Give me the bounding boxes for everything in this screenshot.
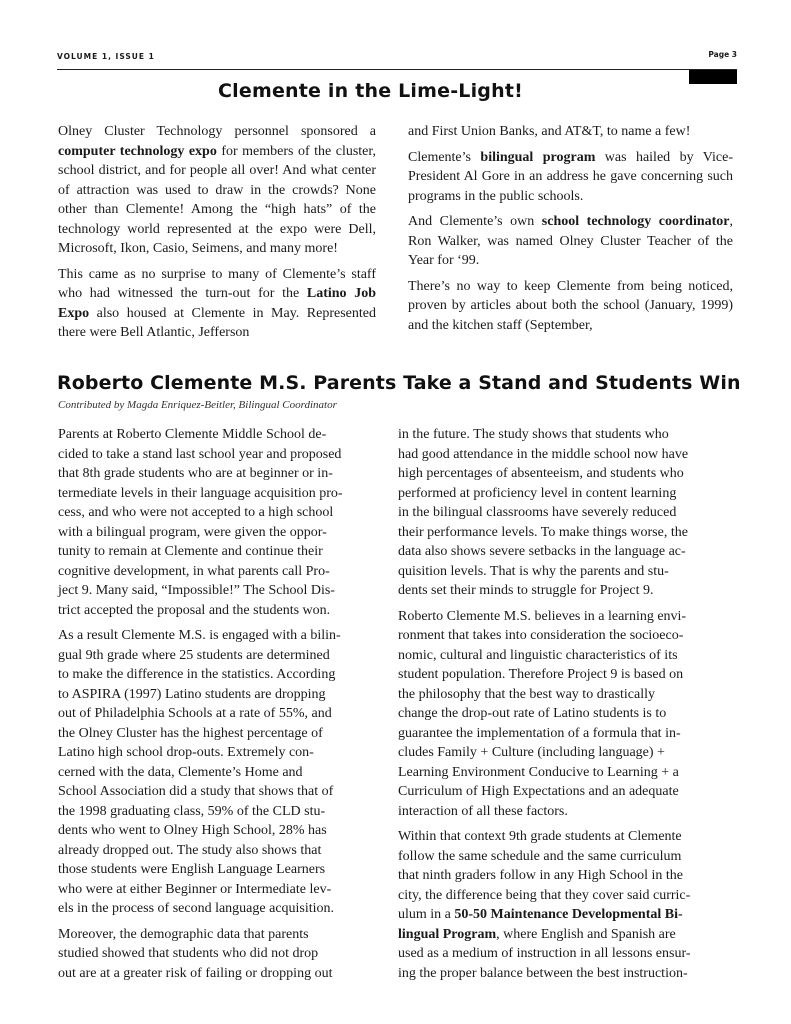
text-line: trict accepted the proposal and the students won. xyxy=(58,602,331,618)
article2-title: Roberto Clemente M.S. Parents Take a Stand and Students Win xyxy=(57,372,741,394)
text-line: ing the proper balance between the best instruction- xyxy=(398,965,688,981)
text-line: to make the difference in the statistics. According xyxy=(58,667,336,682)
text-line: Curriculum of High Expectations and an adequate xyxy=(398,784,679,799)
text-line: change the drop-out rate of Latino students is to xyxy=(398,706,667,721)
article2-column-1 xyxy=(58,425,378,989)
text-line: that ninth graders follow in any High School in the xyxy=(398,868,684,883)
text-line: guarantee the implementation of a formula that in- xyxy=(398,725,681,741)
text-line: had good attendance in the middle school now have xyxy=(398,446,689,462)
article2-column-2 xyxy=(398,425,738,989)
text-line: out of Philadelphia Schools at a rate of 55%, and xyxy=(58,706,332,721)
text-line: those students were English Language Learners xyxy=(58,862,326,877)
text-line: ronment that takes into consideration the socioeco- xyxy=(398,628,684,643)
text-line: Parents at Roberto Clemente Middle School de- xyxy=(58,427,327,442)
text-line: As a result Clemente M.S. is engaged with a bilin- xyxy=(58,628,341,643)
text-line: Roberto Clemente M.S. believes in a learning envi- xyxy=(398,608,687,624)
text-line: the philosophy that the best way to drastically xyxy=(398,686,656,702)
text-line: with a bilingual program, were given the oppor- xyxy=(58,524,327,540)
text-line: in the bilingual classrooms have severely reduced xyxy=(398,505,677,520)
text-line: gual 9th grade where 25 students are determined xyxy=(58,647,330,663)
article1-column-2 xyxy=(408,122,733,341)
text-line: data also shows severe setbacks in the language ac- xyxy=(398,544,686,559)
text-line: used as a medium of instruction in all lessons ensur- xyxy=(398,946,691,961)
text-line: Learning Environment Conducive to Learning + a xyxy=(398,764,679,780)
text-line: els in the process of second language acquisition. xyxy=(58,901,335,916)
text-line: to ASPIRA (1997) Latino students are dropping xyxy=(58,686,326,702)
article2-byline: Contributed by Magda Enriquez-Beitler, Bilingual Coordinator xyxy=(58,399,337,411)
text-line: tunity to remain at Clemente and continue their xyxy=(58,544,323,559)
article1-title: Clemente in the Lime-Light! xyxy=(218,80,523,102)
text-line: studied showed that students who did not drop xyxy=(58,946,319,961)
text-line: Latino high school drop-outs. Extremely con- xyxy=(58,745,314,760)
text-line: performed at proficiency level in content learning xyxy=(398,485,677,501)
text-line: already dropped out. The study also shows that xyxy=(58,842,322,858)
article1-paragraph: Olney Cluster Technology personnel sponsored a computer technology expo for members of the cluster, school district, and for people all over! And what center of attraction was used to draw in the crowds? None other than Clemente! Among the “high hats” of the technology world represented at the expo were Dell, Microsoft, Ikon, Casio, Seimens, and many more! xyxy=(58,124,376,256)
text-line: cerned with the data, Clemente’s Home and xyxy=(58,764,303,780)
article2-paragraph xyxy=(58,425,378,620)
running-header xyxy=(57,49,737,70)
article2-paragraph xyxy=(58,626,378,919)
text-line: in the future. The study shows that students who xyxy=(398,427,669,442)
text-line: cess, and who were not accepted to a high school xyxy=(58,505,334,520)
text-line: cludes Family + Culture (including language) + xyxy=(398,745,665,760)
article2-paragraph xyxy=(398,425,738,601)
page-number: Page 3 xyxy=(708,50,737,59)
text-line: Moreover, the demographic data that parents xyxy=(58,926,309,942)
text-line: School Association did a study that shows that of xyxy=(58,784,334,799)
article2-paragraph xyxy=(58,925,378,984)
text-line: nomic, cultural and linguistic characteristics of its xyxy=(398,647,678,663)
text-line: interaction of all these factors. xyxy=(398,803,568,819)
article1-paragraph: There’s no way to keep Clemente from being noticed, proven by articles about both the school (January, 1999) and the kitchen staff (September, xyxy=(408,278,733,333)
text-line: their performance levels. To make things worse, the xyxy=(398,524,688,540)
text-line: high percentages of absenteeism, and students who xyxy=(398,466,684,481)
text-line: cognitive development, in what parents call Pro- xyxy=(58,563,330,579)
text-line: student population. Therefore Project 9 is based on xyxy=(398,667,684,682)
text-line: the 1998 graduating class, 59% of the CLD stu- xyxy=(58,803,326,819)
text-line: dents set their minds to struggle for Project 9. xyxy=(398,583,654,598)
article1-paragraph: This came as no surprise to many of Clemente’s staff who had witnessed the turn-out for the Latino Job Expo also housed at Clemente in May. Represented there were Bell Atlantic, Jefferson xyxy=(58,266,376,340)
article2-paragraph xyxy=(398,607,738,822)
text-line: who were at either Beginner or Intermediate lev- xyxy=(58,881,332,897)
article1-paragraph: Clemente’s bilingual program was hailed by Vice-President Al Gore in an address he gave concerning such programs in the public schools. xyxy=(408,149,733,204)
text-line: cided to take a stand last school year and proposed xyxy=(58,446,342,462)
text-line: the Olney Cluster has the highest percentage of xyxy=(58,725,323,741)
article1-paragraph: And Clemente’s own school technology coordinator, Ron Walker, was named Olney Cluster Teacher of the Year for ‘99. xyxy=(408,214,734,268)
text-line: termediate levels in their language acquisition pro- xyxy=(58,485,343,501)
text-line: ject 9. Many said, “Impossible!” The School Dis- xyxy=(58,583,335,598)
article1-paragraph: and First Union Banks, and AT&T, to name a few! xyxy=(408,124,691,139)
text-line: quisition levels. That is why the parents and stu- xyxy=(398,563,669,579)
text-line: follow the same schedule and the same curriculum xyxy=(398,848,682,864)
text-line: out are at a greater risk of failing or dropping out xyxy=(58,965,333,981)
article1-column-1 xyxy=(58,122,376,349)
text-line: Within that context 9th grade students at Clemente xyxy=(398,829,682,844)
text-line: that 8th grade students who are at beginner or in- xyxy=(58,466,333,481)
volume-issue-label: VOLUME 1, ISSUE 1 xyxy=(57,52,155,61)
article2-paragraph: Within that context 9th grade students at Clemente follow the same schedule and the same curriculum that ninth graders follow in any High School in the city, the difference being that they cover said curric- ulum in a 50-50 Maintenance Developmental Bi- lingual Program, where English and Spanish are used as a medium of instruction in all lessons ensur- ing the proper balance between the best instruction- xyxy=(398,827,738,983)
text-line: dents who went to Olney High School, 28% has xyxy=(58,823,327,838)
text-line: city, the difference being that they cover said curric- xyxy=(398,887,691,903)
